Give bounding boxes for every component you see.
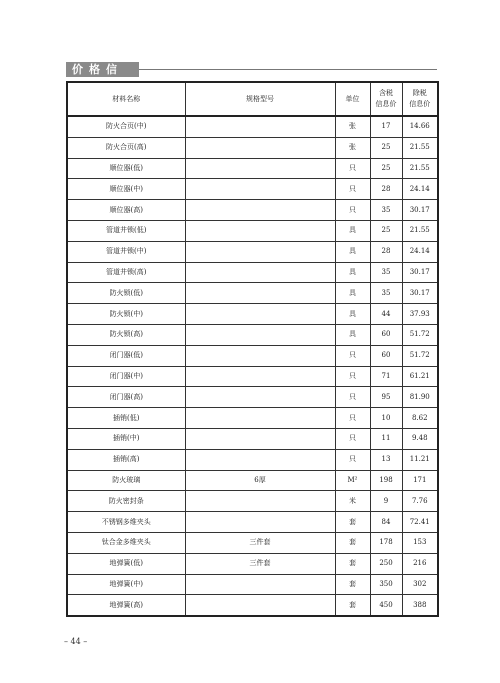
cell-material-name: 防火合页(高) — [67, 137, 185, 158]
cell-tax-excluded-price: 37.93 — [402, 304, 438, 325]
table-row — [67, 595, 438, 616]
cell-unit: 只 — [335, 179, 370, 200]
table-row — [67, 304, 438, 325]
cell-unit: 张 — [335, 137, 370, 158]
cell-material-name: 防火玻璃 — [67, 470, 185, 491]
cell-unit: 具 — [335, 220, 370, 241]
cell-tax-included-price: 450 — [370, 595, 402, 616]
cell-tax-excluded-price: 11.21 — [402, 449, 438, 470]
cell-spec-model — [185, 241, 335, 262]
table-row — [67, 366, 438, 387]
cell-spec-model — [185, 491, 335, 512]
table-row — [67, 387, 438, 408]
table-row — [67, 553, 438, 574]
cell-material-name: 钛合金多维夹头 — [67, 532, 185, 553]
cell-tax-excluded-price: 21.55 — [402, 158, 438, 179]
cell-tax-included-price: 13 — [370, 449, 402, 470]
header-tax-excluded-price — [402, 82, 438, 116]
cell-material-name: 插销(中) — [67, 428, 185, 449]
cell-spec-model — [185, 574, 335, 595]
table-row — [67, 345, 438, 366]
cell-tax-included-price: 350 — [370, 574, 402, 595]
table-row — [67, 200, 438, 221]
header-rule — [139, 69, 437, 70]
cell-unit: M² — [335, 470, 370, 491]
cell-unit: 只 — [335, 449, 370, 470]
cell-tax-included-price: 25 — [370, 137, 402, 158]
cell-spec-model — [185, 324, 335, 345]
cell-material-name: 插销(高) — [67, 449, 185, 470]
table-row — [67, 116, 438, 137]
cell-tax-excluded-price: 51.72 — [402, 324, 438, 345]
cell-tax-excluded-price: 302 — [402, 574, 438, 595]
cell-tax-excluded-price: 21.55 — [402, 220, 438, 241]
table-row — [67, 532, 438, 553]
cell-unit: 张 — [335, 116, 370, 137]
cell-unit: 套 — [335, 595, 370, 616]
cell-spec-model — [185, 283, 335, 304]
cell-material-name: 地弹簧(中) — [67, 574, 185, 595]
header-tax-excluded-line1: 除税 — [412, 89, 427, 97]
header-spec-model: 规格型号 — [185, 82, 335, 116]
table-row — [67, 220, 438, 241]
cell-material-name: 防火锁(中) — [67, 304, 185, 325]
header-unit: 单位 — [335, 82, 370, 116]
cell-tax-excluded-price: 30.17 — [402, 262, 438, 283]
cell-spec-model — [185, 449, 335, 470]
cell-spec-model — [185, 595, 335, 616]
header-material-name: 材料名称 — [67, 82, 185, 116]
cell-spec-model: 三件套 — [185, 553, 335, 574]
cell-tax-included-price: 35 — [370, 262, 402, 283]
cell-tax-excluded-price: 388 — [402, 595, 438, 616]
cell-spec-model: 三件套 — [185, 532, 335, 553]
cell-tax-excluded-price: 216 — [402, 553, 438, 574]
cell-material-name: 防火锁(高) — [67, 324, 185, 345]
cell-material-name: 顺位器(中) — [67, 179, 185, 200]
cell-material-name: 顺位器(低) — [67, 158, 185, 179]
cell-spec-model — [185, 408, 335, 429]
cell-tax-included-price: 11 — [370, 428, 402, 449]
cell-unit: 只 — [335, 200, 370, 221]
cell-unit: 具 — [335, 241, 370, 262]
cell-spec-model — [185, 116, 335, 137]
cell-material-name: 管道井锁(中) — [67, 241, 185, 262]
table-row — [67, 179, 438, 200]
cell-spec-model — [185, 345, 335, 366]
cell-material-name: 闭门器(中) — [67, 366, 185, 387]
cell-tax-excluded-price: 153 — [402, 532, 438, 553]
cell-tax-excluded-price: 171 — [402, 470, 438, 491]
cell-material-name: 防火密封条 — [67, 491, 185, 512]
cell-spec-model: 6厚 — [185, 470, 335, 491]
cell-tax-excluded-price: 8.62 — [402, 408, 438, 429]
table-row — [67, 324, 438, 345]
cell-tax-excluded-price: 7.76 — [402, 491, 438, 512]
cell-material-name: 管道井锁(低) — [67, 220, 185, 241]
table-row — [67, 574, 438, 595]
cell-unit: 套 — [335, 574, 370, 595]
cell-spec-model — [185, 158, 335, 179]
cell-tax-included-price: 28 — [370, 241, 402, 262]
table-row — [67, 491, 438, 512]
cell-spec-model — [185, 304, 335, 325]
cell-spec-model — [185, 428, 335, 449]
cell-material-name: 管道井锁(高) — [67, 262, 185, 283]
cell-material-name: 闭门器(高) — [67, 387, 185, 408]
cell-tax-included-price: 71 — [370, 366, 402, 387]
cell-tax-excluded-price: 61.21 — [402, 366, 438, 387]
cell-tax-excluded-price: 14.66 — [402, 116, 438, 137]
table-row — [67, 408, 438, 429]
cell-tax-excluded-price: 9.48 — [402, 428, 438, 449]
cell-unit: 只 — [335, 158, 370, 179]
cell-tax-included-price: 44 — [370, 304, 402, 325]
cell-unit: 套 — [335, 553, 370, 574]
cell-spec-model — [185, 137, 335, 158]
cell-tax-included-price: 35 — [370, 200, 402, 221]
cell-unit: 米 — [335, 491, 370, 512]
cell-tax-included-price: 60 — [370, 324, 402, 345]
section-title: 价格信息 — [66, 62, 139, 77]
cell-unit: 只 — [335, 408, 370, 429]
cell-tax-excluded-price: 30.17 — [402, 283, 438, 304]
cell-material-name: 防火锁(低) — [67, 283, 185, 304]
cell-tax-excluded-price: 51.72 — [402, 345, 438, 366]
cell-unit: 具 — [335, 324, 370, 345]
price-table — [66, 81, 439, 617]
cell-spec-model — [185, 366, 335, 387]
table-row — [67, 449, 438, 470]
table-row — [67, 241, 438, 262]
cell-tax-included-price: 28 — [370, 179, 402, 200]
cell-tax-excluded-price: 24.14 — [402, 241, 438, 262]
cell-spec-model — [185, 179, 335, 200]
cell-unit: 只 — [335, 366, 370, 387]
header-tax-included-line1: 含税 — [379, 89, 393, 97]
table-row — [67, 137, 438, 158]
cell-tax-included-price: 9 — [370, 491, 402, 512]
cell-spec-model — [185, 387, 335, 408]
table-row — [67, 283, 438, 304]
cell-tax-excluded-price: 81.90 — [402, 387, 438, 408]
cell-tax-included-price: 10 — [370, 408, 402, 429]
cell-material-name: 地弹簧(低) — [67, 553, 185, 574]
cell-tax-excluded-price: 24.14 — [402, 179, 438, 200]
table-row — [67, 428, 438, 449]
cell-material-name: 闭门器(低) — [67, 345, 185, 366]
cell-unit: 只 — [335, 428, 370, 449]
cell-spec-model — [185, 262, 335, 283]
cell-unit: 具 — [335, 304, 370, 325]
table-body — [67, 116, 438, 616]
cell-tax-included-price: 35 — [370, 283, 402, 304]
cell-material-name: 防火合页(中) — [67, 116, 185, 137]
cell-unit: 只 — [335, 345, 370, 366]
cell-spec-model — [185, 200, 335, 221]
cell-unit: 具 — [335, 262, 370, 283]
table-header-row — [67, 82, 438, 116]
cell-tax-excluded-price: 30.17 — [402, 200, 438, 221]
cell-unit: 套 — [335, 532, 370, 553]
table-row — [67, 470, 438, 491]
cell-material-name: 地弹簧(高) — [67, 595, 185, 616]
cell-tax-included-price: 178 — [370, 532, 402, 553]
header-tax-excluded-line2: 信息价 — [409, 100, 431, 108]
cell-tax-included-price: 198 — [370, 470, 402, 491]
table-row — [67, 512, 438, 533]
table-row — [67, 262, 438, 283]
header-tax-included-line2: 信息价 — [375, 100, 397, 108]
cell-material-name: 不锈钢多维夹头 — [67, 512, 185, 533]
cell-unit: 只 — [335, 387, 370, 408]
cell-tax-included-price: 95 — [370, 387, 402, 408]
cell-tax-excluded-price: 21.55 — [402, 137, 438, 158]
table-row — [67, 158, 438, 179]
cell-tax-included-price: 17 — [370, 116, 402, 137]
page-number: – 44 – — [64, 637, 88, 646]
cell-material-name: 插销(低) — [67, 408, 185, 429]
cell-tax-included-price: 250 — [370, 553, 402, 574]
cell-spec-model — [185, 512, 335, 533]
cell-tax-excluded-price: 72.41 — [402, 512, 438, 533]
cell-tax-included-price: 60 — [370, 345, 402, 366]
cell-unit: 套 — [335, 512, 370, 533]
cell-tax-included-price: 25 — [370, 158, 402, 179]
cell-tax-included-price: 25 — [370, 220, 402, 241]
cell-spec-model — [185, 220, 335, 241]
header-tax-included-price — [370, 82, 402, 116]
cell-material-name: 顺位器(高) — [67, 200, 185, 221]
cell-tax-included-price: 84 — [370, 512, 402, 533]
cell-unit: 具 — [335, 283, 370, 304]
